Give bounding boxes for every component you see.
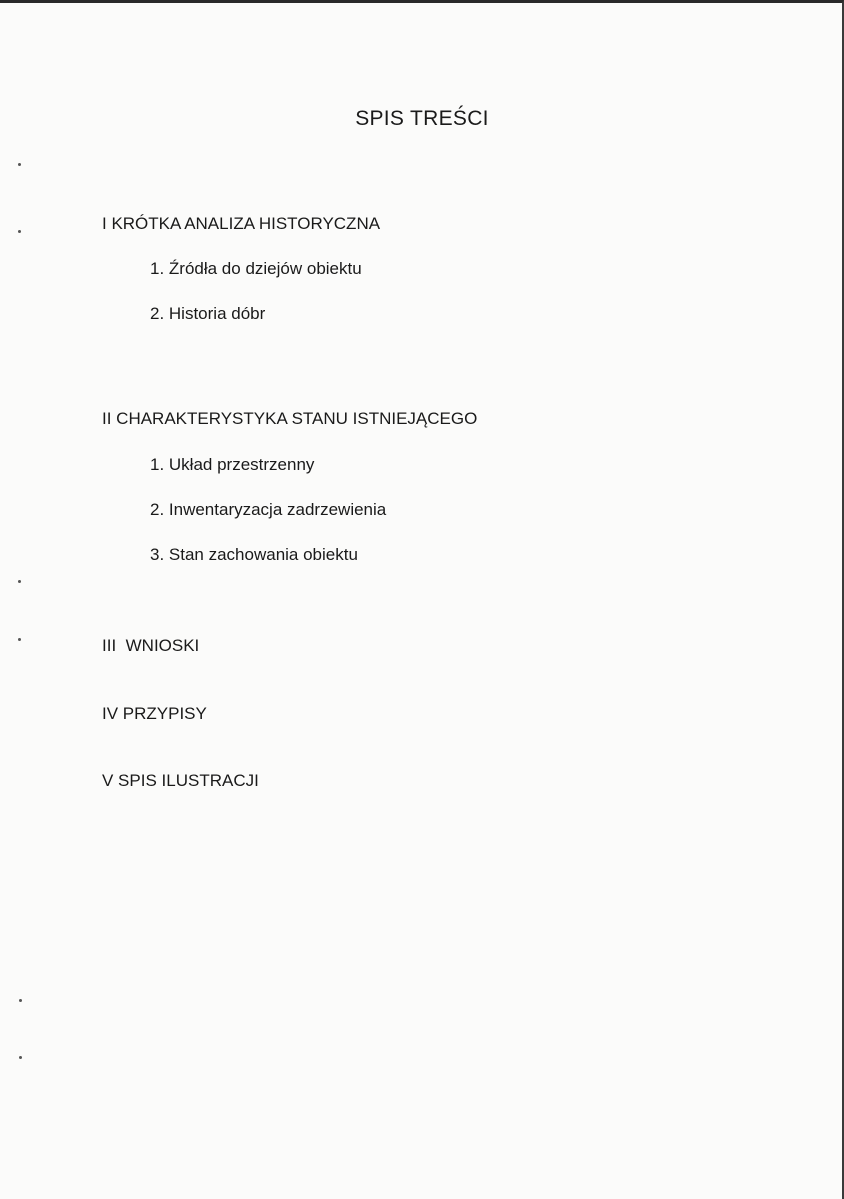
scan-speck xyxy=(18,638,21,641)
scan-speck xyxy=(18,163,21,166)
toc-item-2-3: 3. Stan zachowania obiektu xyxy=(150,545,358,564)
section-heading-4: IV PRZYPISY xyxy=(102,704,207,723)
section-heading-3: III WNIOSKI xyxy=(102,636,200,655)
toc-item-2-1: 1. Układ przestrzenny xyxy=(150,455,315,474)
section-heading-1: I KRÓTKA ANALIZA HISTORYCZNA xyxy=(102,214,381,233)
scan-speck xyxy=(19,1056,22,1059)
toc-item-2-2: 2. Inwentaryzacja zadrzewienia xyxy=(150,500,387,519)
scan-speck xyxy=(18,230,21,233)
section-heading-5: V SPIS ILUSTRACJI xyxy=(102,771,259,790)
scan-speck xyxy=(18,580,21,583)
page-title: SPIS TREŚCI xyxy=(355,107,489,130)
toc-item-1-2: 2. Historia dóbr xyxy=(150,304,266,323)
toc-item-1-1: 1. Źródła do dziejów obiektu xyxy=(150,259,362,278)
section-heading-2: II CHARAKTERYSTYKA STANU ISTNIEJĄCEGO xyxy=(102,409,478,428)
scan-speck xyxy=(19,999,22,1002)
